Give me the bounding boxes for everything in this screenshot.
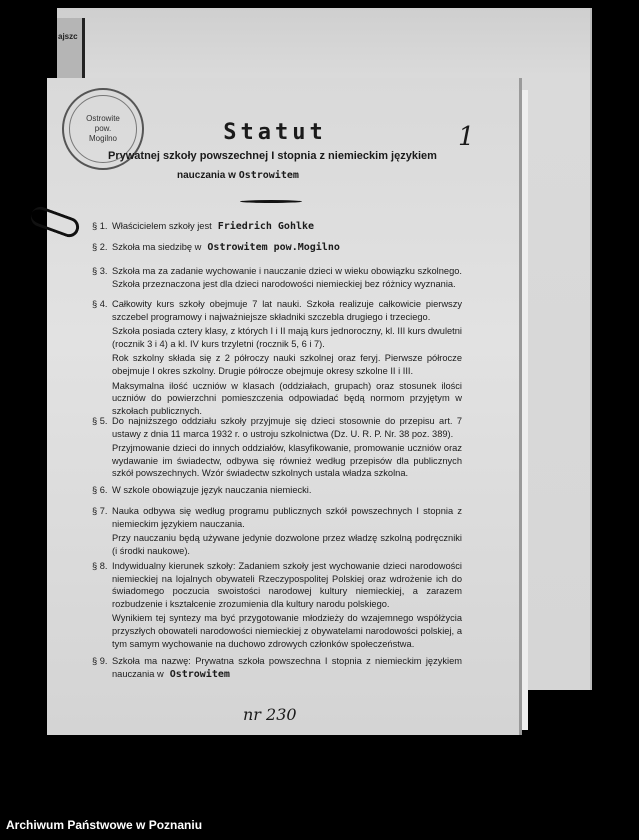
section-9 xyxy=(92,655,462,681)
stamp-line: Mogilno xyxy=(88,134,117,143)
stamp-line: Ostrowite xyxy=(86,114,120,123)
section-text xyxy=(112,655,462,681)
section-7 xyxy=(92,505,462,557)
section-5 xyxy=(92,415,462,480)
section-text: Przyjmowanie dzieci do innych oddziałów, klasyfikowanie, promowanie uczniów oraz wydawanie im świadectw, odbywa się również według przepisów dla publicznych szkół powszechnych. Wzór świadectw szkolnych ustala władza szkolna. xyxy=(112,443,462,479)
section-text: Nauka odbywa się według programu publicznych szkół powszechnych I stopnia z niemieckim językiem nauczania. xyxy=(112,506,462,529)
section-text: Szkoła posiada cztery klasy, z których I i II mają kurs jednoroczny, kl. III kurs dwuletni (rocznik 3 i 4) a kl. IV kurs trzyletni (rocznik 5, 6 i 7). xyxy=(112,326,462,349)
section-text: Wynikiem tej syntezy ma być przygotowanie młodzieży do wzajemnego współżycia przyszłych obowateli narodowości niemieckiej z obywatelami narodowości polskiej, a tym samym wychowanie na duchowo zdrowych członków społeczeństwa. xyxy=(112,613,462,649)
section-text: Maksymalna ilość uczniów w klasach (oddziałach, grupach) oraz stosunek ilości uczniów do powierzchni pomieszczenia odpowiadać będą normom przyjętym w szkołach publicznych. xyxy=(112,380,462,416)
stamp-line: pow. xyxy=(94,124,112,133)
subtitle-place: Ostrowitem xyxy=(238,170,299,181)
section-3 xyxy=(92,265,462,290)
divider xyxy=(240,200,302,203)
section-text: Całkowity kurs szkoły obejmuje 7 lat nauki. Szkoła realizuje całkowicie pierwszy szczebel programowy i najważniejsze składniki szczebla drugiego i trzeciego. xyxy=(112,299,462,322)
sheet-edge xyxy=(522,90,528,730)
document-title: Statut xyxy=(223,120,327,145)
section-8 xyxy=(92,560,462,650)
back-sheet-fragment: ajszc xyxy=(58,32,78,41)
section-text: W szkole obowiązuje język nauczania niemiecki. xyxy=(112,485,312,495)
section-number: § 8. xyxy=(92,561,108,571)
subtitle-prefix: nauczania w xyxy=(177,170,236,181)
archive-credit: Archiwum Państwowe w Poznaniu xyxy=(6,818,203,832)
typed-fill: Friedrich Gohlke xyxy=(217,221,315,232)
section-number: § 2. xyxy=(92,242,108,252)
section-6 xyxy=(92,484,462,497)
section-number: § 3. xyxy=(92,266,108,276)
section-number: § 6. xyxy=(92,485,108,495)
page-number: 1 xyxy=(458,122,475,152)
section-number: § 9. xyxy=(92,656,108,666)
section-1 xyxy=(92,220,462,234)
subtitle: Prywatnej szkoły powszechnej I stopnia z niemieckim językiem xyxy=(108,150,437,162)
section-text: Rok szkolny składa się z 2 półroczy nauki szkolnej oraz feryj. Pierwsze półrocze obejmuje I okres szkolny. Drugie półrocze obejmuje okresy szkolne II i III. xyxy=(112,353,462,376)
section-text: Właścicielem szkoły jest xyxy=(112,221,212,231)
section-text-main: Szkoła ma nazwę: Prywatna szkoła powszechna I stopnia z niemieckim językiem nauczania w xyxy=(112,656,462,679)
back-sheet-tab xyxy=(57,18,85,78)
section-number: § 4. xyxy=(92,299,108,309)
typed-fill: Ostrowitem xyxy=(169,668,230,680)
handwritten-number: nr 230 xyxy=(243,705,297,724)
typed-fill: Ostrowitem pow.Mogilno xyxy=(207,242,340,253)
section-number: § 7. xyxy=(92,506,108,516)
section-text: Indywidualny kierunek szkoły: Zadaniem szkoły jest wychowanie dzieci narodowości niemieckiej na lojalnych obywateli Rzeczypospolitej Polskiej oraz wdrożenie ich do świadomego poczucia swoistości narodowej kultury niemieckiej, a zarazem rozbudzenie i kształcenie zrozumienia dla kultury narodu polskiego. xyxy=(112,561,462,609)
subtitle-line2 xyxy=(177,170,299,181)
section-text: Szkoła ma za zadanie wychowanie i nauczanie dzieci w wieku obowiązku szkolnego. Szkoła przeznaczona jest dla dzieci narodowości niemieckiej bez różnicy wyznania. xyxy=(112,266,462,289)
section-2 xyxy=(92,241,462,255)
section-text: Do najniższego oddziału szkoły przyjmuje się dzieci stosownie do przepisu art. 7 ustawy z dnia 11 marca 1932 r. o ustroju szkolnictwa (Dz. U. R. P. Nr. 38 poz. 389). xyxy=(112,416,462,439)
section-text: Szkoła ma siedzibę w xyxy=(112,242,202,252)
section-number: § 1. xyxy=(92,221,108,231)
section-4 xyxy=(92,298,462,417)
section-text: Przy nauczaniu będą używane jedynie dozwolone przez władzę szkolną podręczniki (i środki naukowe). xyxy=(112,533,462,556)
section-number: § 5. xyxy=(92,416,108,426)
